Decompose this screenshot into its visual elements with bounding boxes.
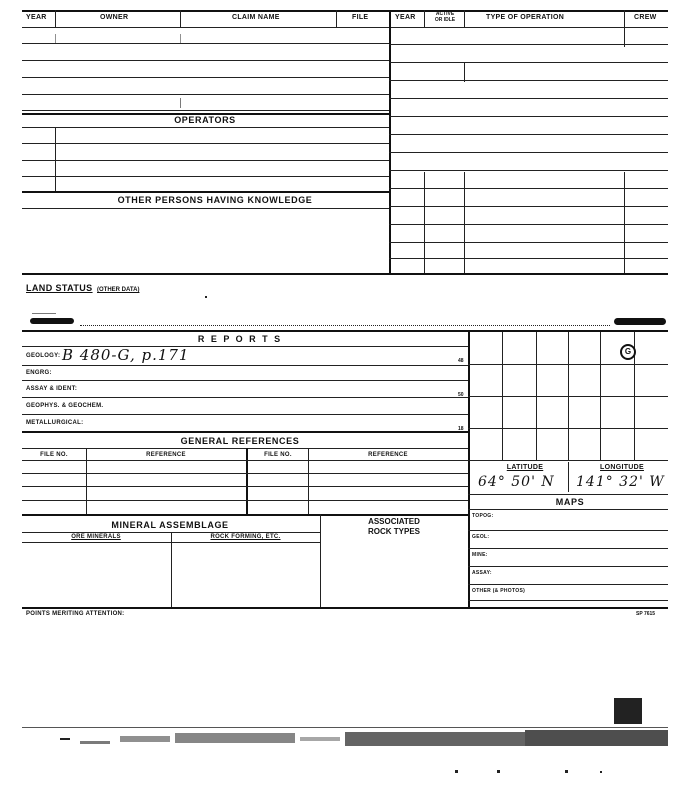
year-header-2: YEAR [395,14,416,21]
grid-mark-letter: G [624,347,632,356]
active-header-line2: OR IDLE [434,17,456,23]
latitude-label: LATITUDE [506,464,544,471]
maps-title: MAPS [555,497,585,507]
metallurgical-label: METALLURGICAL: [26,420,84,426]
other-persons-title: OTHER PERSONS HAVING KNOWLEDGE [117,195,313,205]
form-code: SP 7615 [636,611,656,617]
longitude-value: 141° 32' W [576,474,665,490]
ink-smudge-left [30,318,74,324]
reference-header-2: REFERENCE [368,452,408,458]
rock-forming-header: ROCK FORMING, ETC. [210,534,281,540]
general-references-title: GENERAL REFERENCES [180,436,300,446]
reference-header-1: REFERENCE [146,452,186,458]
crew-header: CREW [634,14,657,21]
assay-label: ASSAY: [472,570,492,576]
reports-number-48: 48 [458,358,464,364]
reports-number-50: 50 [458,392,464,398]
assay-ident-label: ASSAY & IDENT: [26,386,78,392]
year-header: YEAR [26,14,47,21]
other-photos-label: OTHER (& PHOTOS) [472,588,526,594]
points-meriting-label: POINTS MERITING ATTENTION: [26,611,125,617]
claim-name-header: CLAIM NAME [232,14,280,21]
grid-mark-circle [620,344,636,360]
ore-minerals-header: ORE MINERALS [71,534,121,540]
land-status-subtitle: (OTHER DATA) [97,287,140,293]
land-status-title: LAND STATUS [26,283,93,293]
type-of-operation-header: TYPE OF OPERATION [486,14,565,21]
geology-value: B 480-G, p.171 [62,346,190,364]
geol-label: GEOL: [472,534,490,540]
geophys-geochem-label: GEOPHYS. & GEOCHEM. [26,403,104,409]
engrg-label: ENGRG: [26,370,52,376]
operators-title: OPERATORS [174,115,236,125]
associated-title-line1: ASSOCIATED [368,517,420,526]
file-no-header-2: FILE NO. [264,452,292,458]
latitude-value: 64° 50' N [478,474,555,490]
file-header: FILE [352,14,369,21]
geology-label: GEOLOGY: [26,353,61,359]
owner-header: OWNER [100,14,129,21]
reports-number-18: 18 [458,426,464,432]
active-header-line1: ACTIVE [435,11,455,17]
file-no-header-1: FILE NO. [40,452,68,458]
topog-label: TOPOG: [472,513,494,519]
reports-heading: R E P O R T S [197,334,283,344]
ink-smudge-right [614,318,666,325]
mine-label: MINE: [472,552,488,558]
associated-title-line2: ROCK TYPES [367,527,420,536]
longitude-label: LONGITUDE [600,464,644,471]
mineral-assemblage-title: MINERAL ASSEMBLAGE [111,520,229,530]
